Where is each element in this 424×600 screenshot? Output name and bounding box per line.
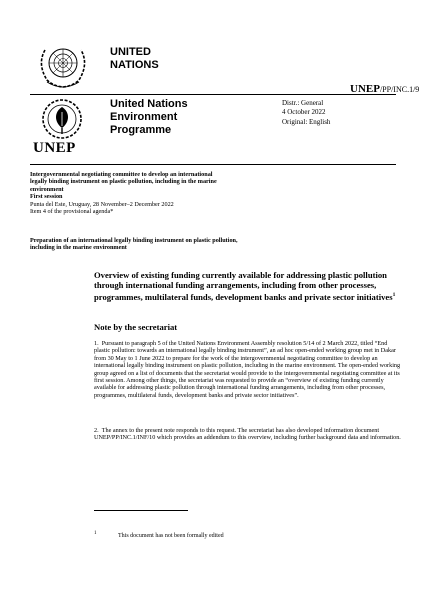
unep-title: United Nations Environment Programme: [110, 98, 188, 136]
unep-logo-text: UNEP: [33, 140, 76, 156]
agenda-item-title: Preparation of an international legally binding instrument on plastic pollution, including in the marine environment: [30, 237, 238, 252]
session-place-date: Punta del Este, Uruguay, 28 November–2 December 2022: [30, 200, 174, 208]
distribution-info: Distr.: General 4 October 2022: [282, 99, 326, 116]
footnote-marker[interactable]: 1: [392, 292, 396, 299]
committee-title: Intergovernmental negotiating committee to develop an international legally binding instrument on plastic pollution, including in the marine environment: [30, 171, 217, 193]
footnote-rule: [94, 510, 188, 511]
footnote-text: This document has not been formally edited: [118, 533, 224, 539]
agenda-item: Item 4 of the provisional agenda*: [30, 208, 114, 216]
document-symbol: UNEP/PP/INC.1/9: [350, 83, 420, 95]
paragraph-2: 2. The annex to the present note responds to this request. The secretariat has also developed information document UNEP/PP/INC.1/INF/10 which provides an addendum to this overview, including further background data and information.: [94, 427, 401, 442]
footnote-number: 1: [94, 531, 97, 536]
note-heading: Note by the secretariat: [94, 322, 178, 332]
document-title: Overview of existing funding currently available for addressing plastic pollution through international funding arrangements, including from other processes, programmes, multilateral funds, development banks and private sector initiatives$^1$: [94, 270, 396, 303]
paragraph-1: 1. Pursuant to paragraph 5 of the United Nations Environment Assembly resolution 5/14 of 2 March 2022, titled “End plastic pollution: towards an international legally binding instrument”, an ad hoc open-ended working group met in Dakar from 30 May to 1 June 2022 to prepare for the work of the intergovernmental negotiating committee to develop an international legally binding instrument on plastic pollution, including in the marine environment. The open-ended working group agreed on a list of documents that the secretariat would provide to the intergovernmental negotiating committee at its first session. Among other things, the secretariat was requested to provide an “overview of existing funding currently available for addressing plastic pollution through international funding arrangements, including from other processes, programmes, multilateral funds, development banks and private sector initiatives”.: [94, 340, 401, 399]
original-language: Original: English: [282, 118, 331, 126]
un-title: UNITED NATIONS: [110, 46, 159, 71]
header-rule-top: [30, 94, 396, 95]
header-rule-bottom: [30, 164, 396, 165]
unep-logo: [38, 98, 86, 140]
committee-block: [30, 171, 230, 215]
un-emblem-logo: [33, 40, 93, 92]
session-label: First session: [30, 193, 63, 201]
